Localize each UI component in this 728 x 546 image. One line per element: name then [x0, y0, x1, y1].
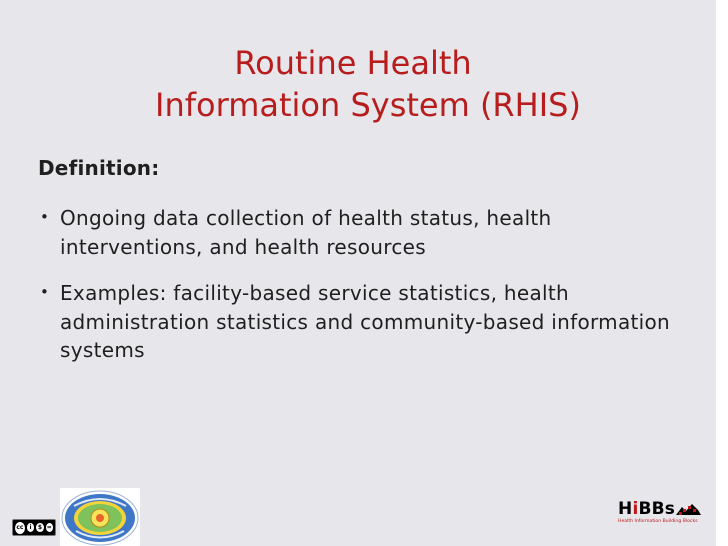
definition-heading: Definition: — [38, 156, 160, 180]
attribution-symbol: i — [27, 523, 34, 532]
hibbs-logo — [618, 500, 704, 530]
right-margin-strip — [716, 0, 728, 546]
bullet-dot-icon: • — [40, 208, 50, 226]
bullet-list — [38, 204, 678, 383]
noderivs-symbol: = — [46, 523, 52, 531]
noncommercial-symbol: $ — [37, 523, 43, 531]
hibbs-wordmark: HiBBs — [618, 499, 676, 519]
slide-title-line-2: Information System (RHIS) — [155, 86, 581, 124]
slide-title — [0, 42, 716, 126]
cc-symbol: cc — [15, 522, 25, 534]
building-blocks-icon — [674, 501, 702, 517]
bullet-item — [38, 279, 678, 365]
bullet-dot-icon: • — [40, 283, 50, 301]
slide-title-line-1: Routine Health — [234, 44, 472, 82]
university-seal-icon — [60, 488, 140, 546]
hibbs-tagline: Health Information Building Blocks — [618, 519, 698, 524]
bullet-text: Examples: facility-based service statistics, health administration statistics and community-based information systems — [60, 281, 671, 362]
creative-commons-icon[interactable] — [12, 519, 56, 536]
bullet-text: Ongoing data collection of health status, health interventions, and health resources — [60, 206, 552, 259]
bullet-item — [38, 204, 678, 261]
